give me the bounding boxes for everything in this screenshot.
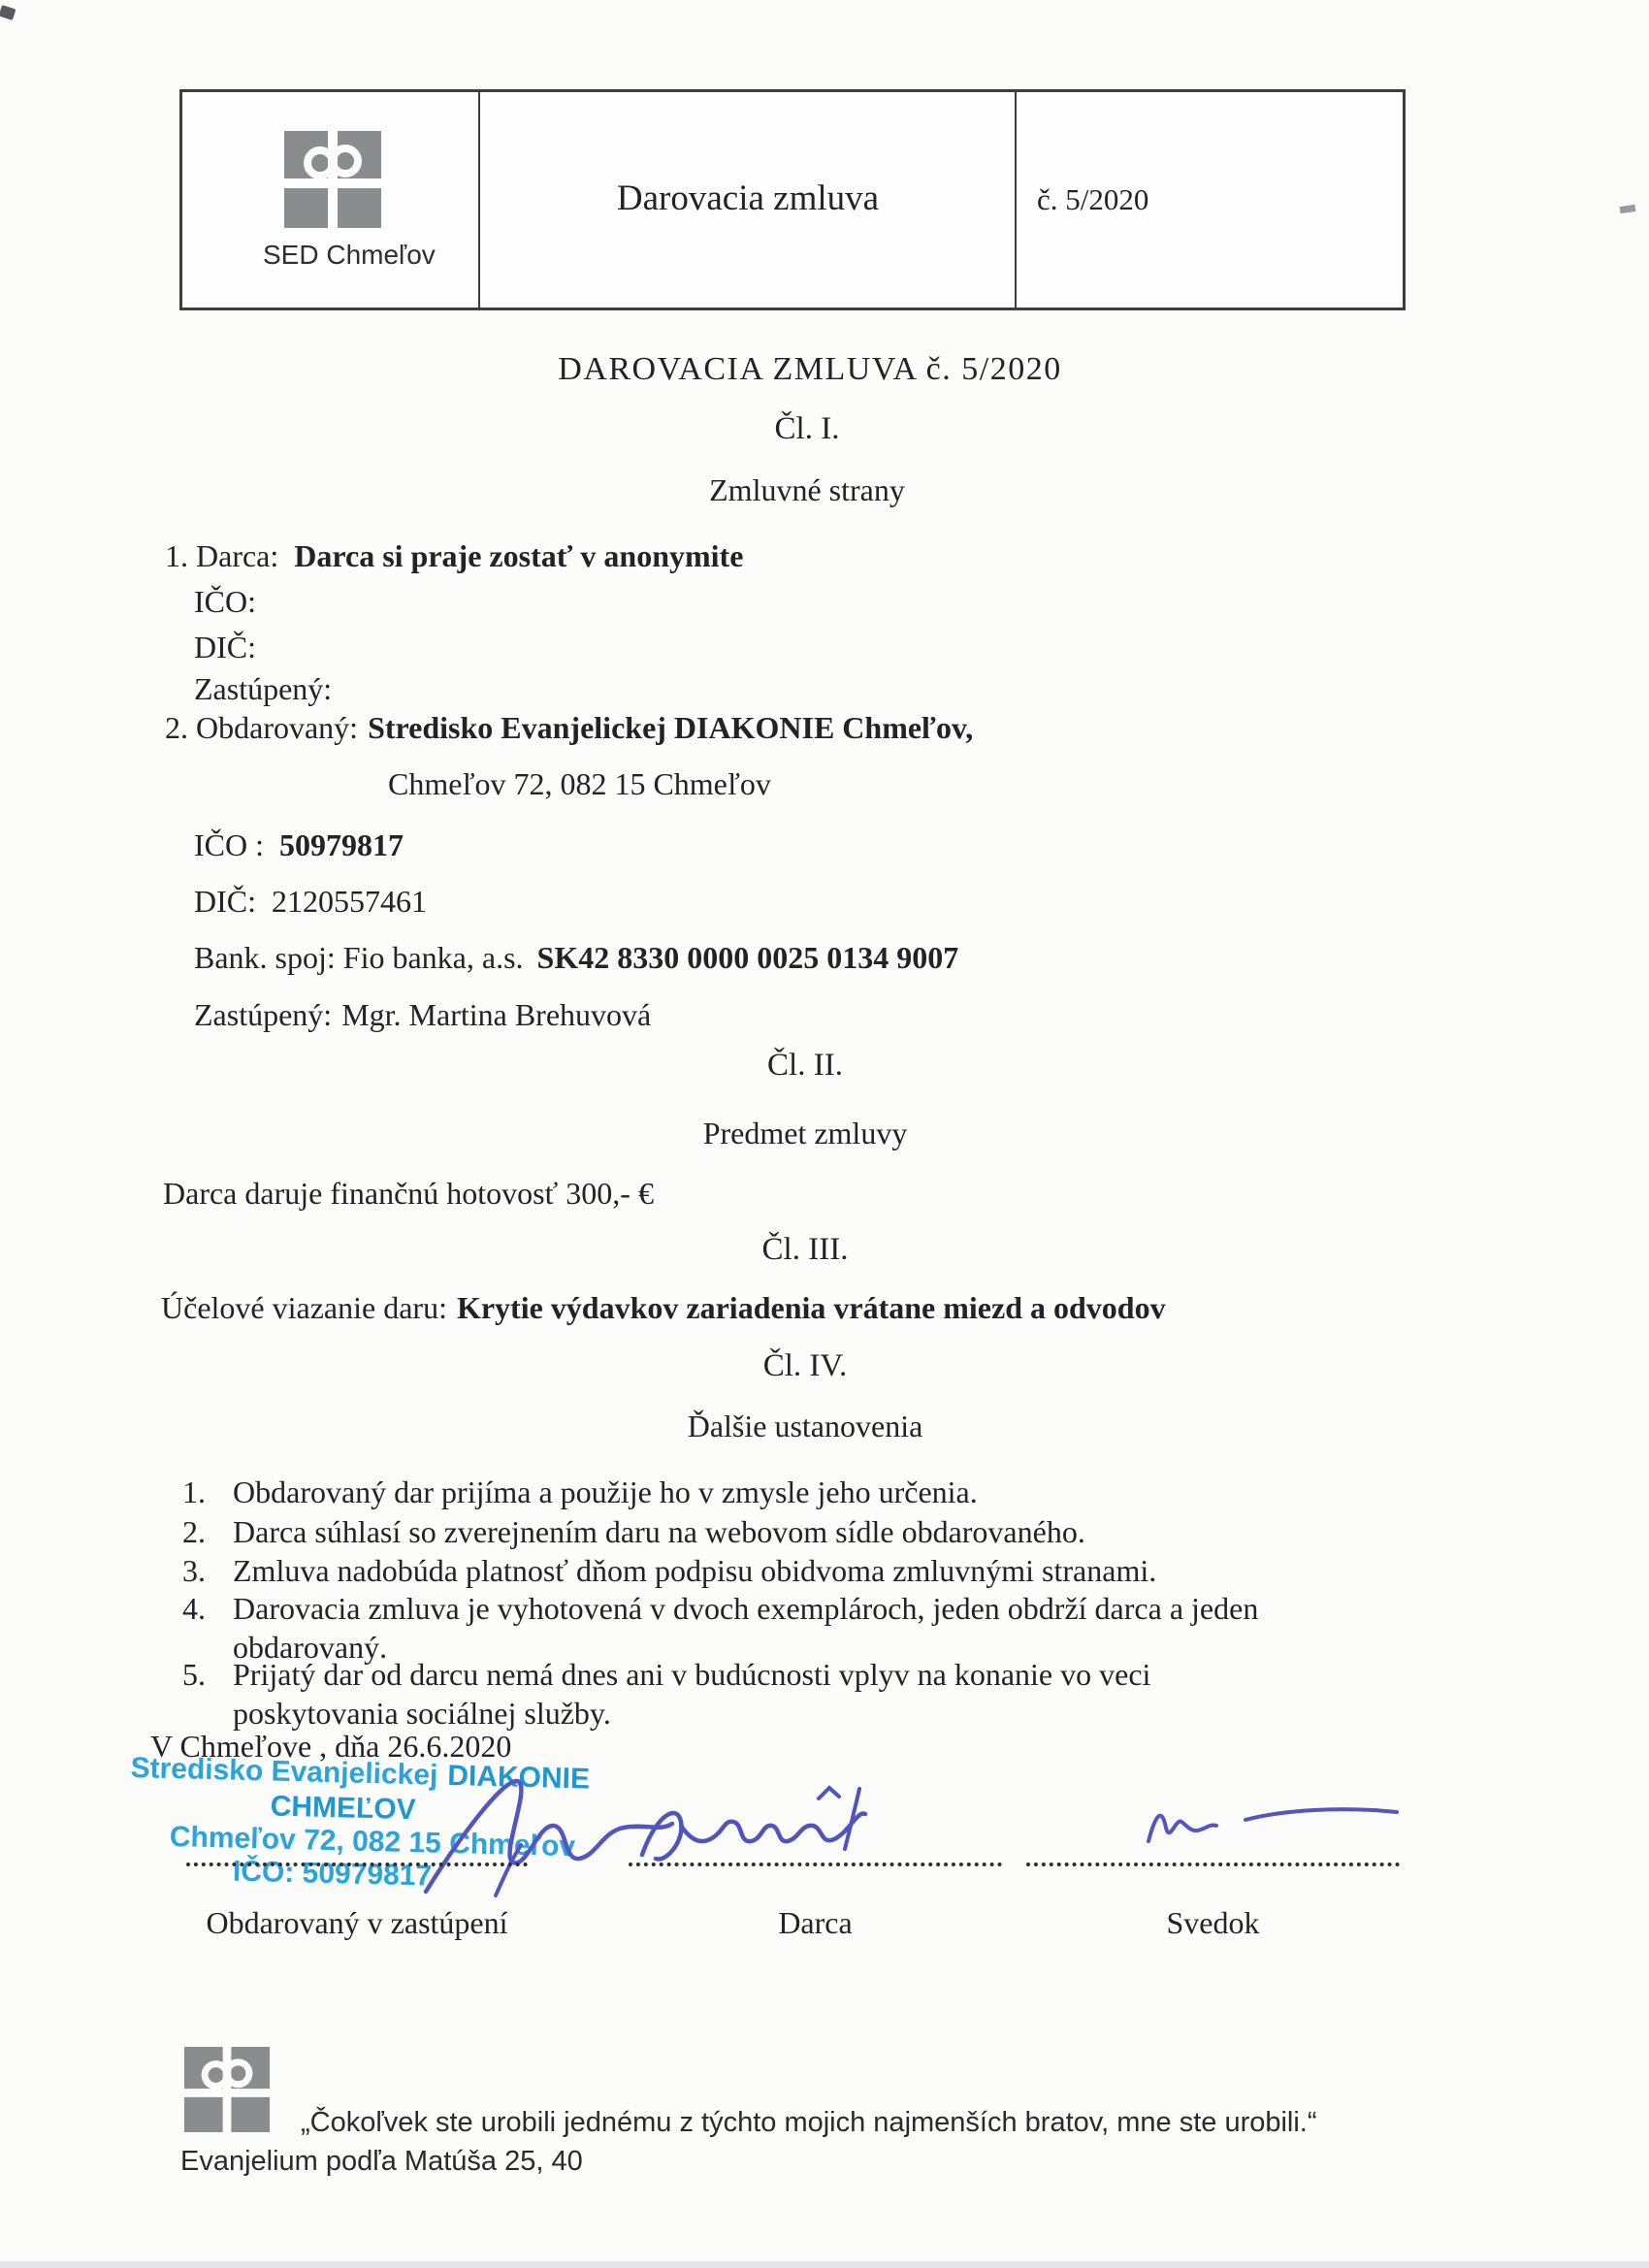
- donor-ico-label: IČO:: [194, 584, 256, 619]
- list-number: 4.: [182, 1591, 206, 1626]
- sed-gift-logo-small-icon: [184, 2047, 270, 2132]
- list-text: Darovacia zmluva je vyhotovená v dvoch exemplároch, jeden obdrží darca a jeden obdarovaný.: [233, 1591, 1259, 1665]
- donee-address: Chmeľov 72, 082 15 Chmeľov: [388, 766, 771, 801]
- list-number: 3.: [182, 1553, 206, 1588]
- donee-ico-value: 50979817: [279, 827, 404, 862]
- donee-value: Stredisko Evanjelickej DIAKONIE Chmeľov,: [368, 710, 974, 745]
- donee-rep-line: [194, 997, 651, 1033]
- donor-index: 1.: [165, 538, 188, 573]
- list-item: [182, 1655, 1300, 1733]
- article4-heading: Čl. IV.: [762, 1348, 848, 1383]
- list-text: Darca súhlasí so zverejnením daru na webovom sídle obdarovaného.: [233, 1514, 1085, 1549]
- signature-ink-darca: [629, 1783, 890, 1885]
- donee-dic-value: 2120557461: [272, 884, 427, 919]
- purpose-value: Krytie výdavkov zariadenia vrátane miezd a odvodov: [456, 1290, 1166, 1325]
- donee-rep-value: Mgr. Martina Brehuvová: [341, 997, 652, 1032]
- donor-line: [165, 538, 743, 574]
- signature-line-2: [629, 1863, 1002, 1866]
- stamp-line1b: DIAKONIE: [446, 1759, 591, 1796]
- stamp-line1a: Stredisko Evanjelickej: [130, 1752, 438, 1792]
- donee-ico-line: [194, 827, 404, 863]
- donor-label: Darca:: [196, 538, 279, 573]
- donor-rep-label: Zastúpený:: [194, 671, 333, 706]
- stamp-line2: CHMEĽOV: [270, 1790, 417, 1827]
- donee-bank-value: SK42 8330 0000 0025 0134 9007: [536, 940, 959, 975]
- donee-rep-label: Zastúpený:: [194, 997, 333, 1032]
- signature-ink-svedok: [1137, 1791, 1408, 1859]
- list-number: 5.: [182, 1657, 206, 1692]
- list-number: 1.: [182, 1474, 206, 1509]
- list-text: Prijatý dar od darcu nemá dnes ani v budúcnosti vplyv na konanie vo veci poskytovania sociálnej služby.: [233, 1657, 1151, 1731]
- page-title: DAROVACIA ZMLUVA č. 5/2020: [558, 351, 1062, 387]
- place-date-line: V Chmeľove , dňa 26.6.2020: [150, 1729, 512, 1764]
- purpose-label: Účelové viazanie daru:: [161, 1290, 447, 1325]
- signature-label-darca: Darca: [778, 1905, 853, 1940]
- article2-body: Darca daruje finančnú hotovosť 300,- €: [163, 1176, 654, 1211]
- header-divider-2: [1015, 92, 1017, 308]
- donee-dic-label: DIČ:: [194, 884, 256, 919]
- signature-line-3: [1026, 1863, 1400, 1866]
- donee-line: [165, 710, 973, 746]
- donee-ico-label: IČO :: [194, 827, 264, 862]
- donee-bank-label: Bank. spoj: Fio banka, a.s.: [194, 940, 524, 975]
- sed-gift-logo-icon: [284, 131, 381, 228]
- list-text: Obdarovaný dar prijíma a použije ho v zmysle jeho určenia.: [233, 1474, 978, 1509]
- footer-quote-source: Evanjelium podľa Matúša 25, 40: [180, 2146, 583, 2177]
- header-table: [179, 89, 1406, 310]
- signature-line-1: [186, 1863, 528, 1866]
- donor-dic-label: DIČ:: [194, 630, 256, 664]
- scan-artifact-corner: [0, 5, 16, 20]
- list-item: [182, 1551, 1157, 1590]
- signature-label-obdarovany: Obdarovaný v zastúpení: [206, 1905, 508, 1940]
- header-doc-number: č. 5/2020: [1037, 182, 1149, 216]
- scan-artifact-dash: [1620, 205, 1636, 213]
- signature-label-svedok: Svedok: [1166, 1905, 1260, 1940]
- scan-artifact-bottom-strip: [0, 2261, 1649, 2268]
- logo-caption: SED Chmeľov: [263, 240, 436, 270]
- header-doc-type: Darovacia zmluva: [616, 178, 880, 218]
- article2-heading: Čl. II.: [767, 1048, 843, 1083]
- donee-dic-line: [194, 884, 427, 920]
- article3-heading: Čl. III.: [761, 1232, 849, 1267]
- donee-label: Obdarovaný:: [196, 710, 359, 745]
- header-divider-1: [478, 92, 480, 308]
- list-item: [182, 1473, 978, 1511]
- donor-value: Darca si praje zostať v anonymite: [294, 538, 744, 573]
- article3-purpose-line: [161, 1290, 1166, 1326]
- list-number: 2.: [182, 1514, 206, 1549]
- stamp-line3: Chmeľov 72, 082 15 Chmeľov: [169, 1821, 576, 1863]
- article2-subheading: Predmet zmluvy: [702, 1116, 908, 1150]
- donee-index: 2.: [165, 710, 188, 745]
- list-text: Zmluva nadobúda platnosť dňom podpisu obidvoma zmluvnými stranami.: [233, 1553, 1157, 1588]
- article1-subheading: Zmluvné strany: [709, 472, 905, 507]
- donee-bank-line: [194, 940, 958, 976]
- article4-subheading: Ďalšie ustanovenia: [687, 1409, 923, 1443]
- article1-heading: Čl. I.: [774, 411, 840, 446]
- list-item: [182, 1512, 1085, 1551]
- stamp-line4: IČO: 50979817: [232, 1855, 433, 1893]
- footer-quote: „Čokoľvek ste urobili jednému z týchto mojich najmenších bratov, mne ste urobili.“: [301, 2107, 1317, 2138]
